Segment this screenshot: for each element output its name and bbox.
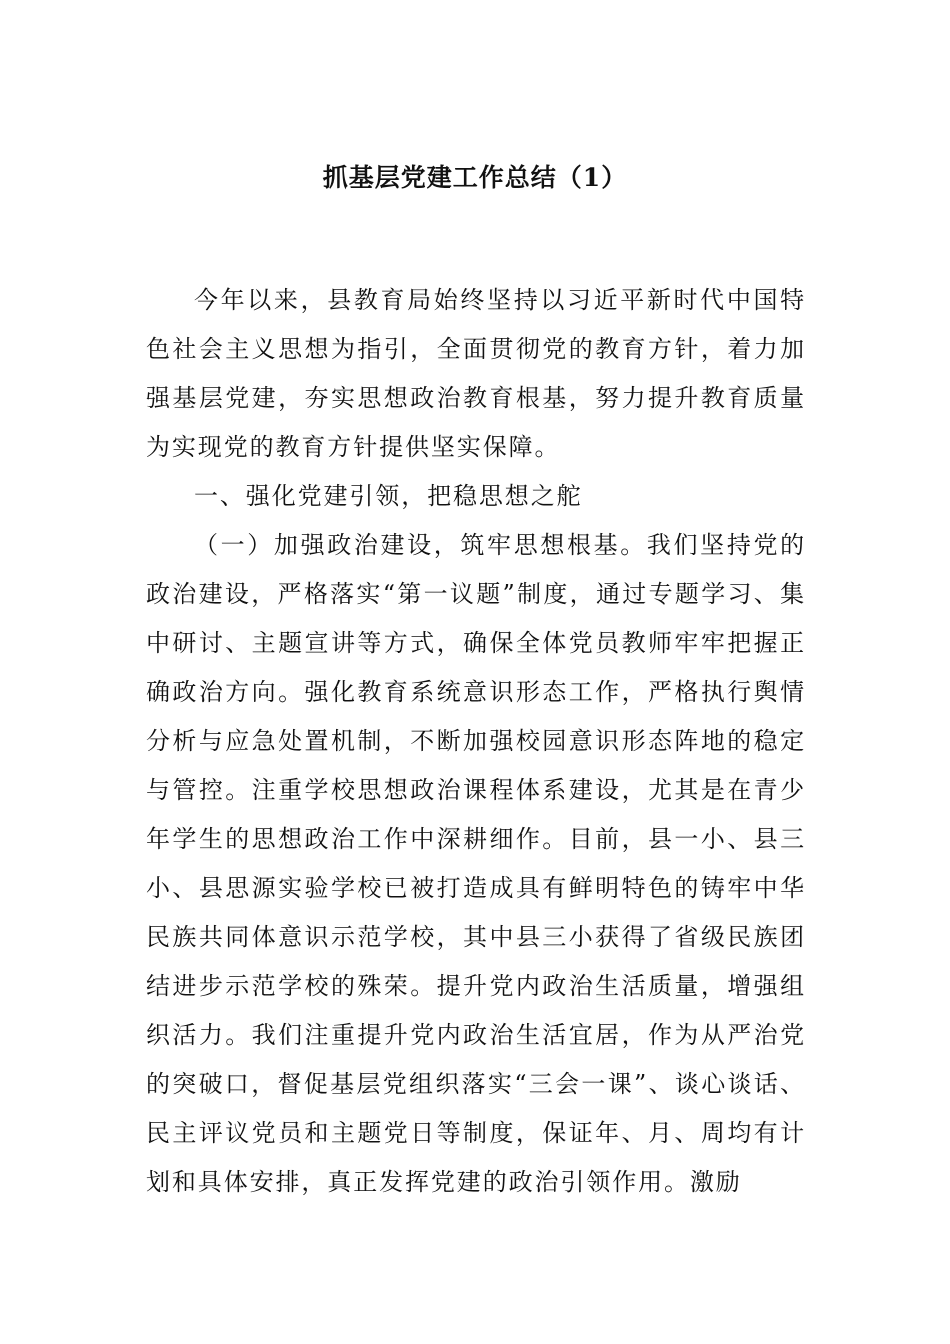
- section-heading-1: 一、强化党建引领，把稳思想之舵: [194, 482, 583, 510]
- document-title: 抓基层党建工作总结（1）: [322, 163, 628, 192]
- subsection-paragraph-1: （一）加强政治建设，筑牢思想根基。我们坚持党的政治建设，严格落实“第一议题”制度，通过专题学习、集中研讨、主题宣讲等方式，确保全体党员教师牢牢把握正确政治方向。强化教育系统意识形态工作，严格执行舆情分析与应急处置机制，不断加强校园意识形态阵地的稳定与管控。注重学校思想政治课程体系建设，尤其是在青少年学生的思想政治工作中深耕细作。目前，县一小、县三小、县思源实验学校已被打造成具有鲜明特色的铸牢中华民族共同体意识示范学校，其中县三小获得了省级民族团结进步示范学校的殊荣。提升党内政治生活质量，增强组织活力。我们注重提升党内政治生活宜居，作为从严治党的突破口，督促基层党组织落实“三会一课”、谈心谈话、民主评议党员和主题党日等制度，保证年、月、周均有计划和具体安排，真正发挥党建的政治引领作用。激励: [146, 531, 806, 1196]
- intro-paragraph: 今年以来，县教育局始终坚持以习近平新时代中国特色社会主义思想为指引，全面贯彻党的教育方针，着力加强基层党建，夯实思想政治教育根基，努力提升教育质量为实现党的教育方针提供坚实保障。: [146, 286, 806, 461]
- document-body: [146, 276, 806, 1207]
